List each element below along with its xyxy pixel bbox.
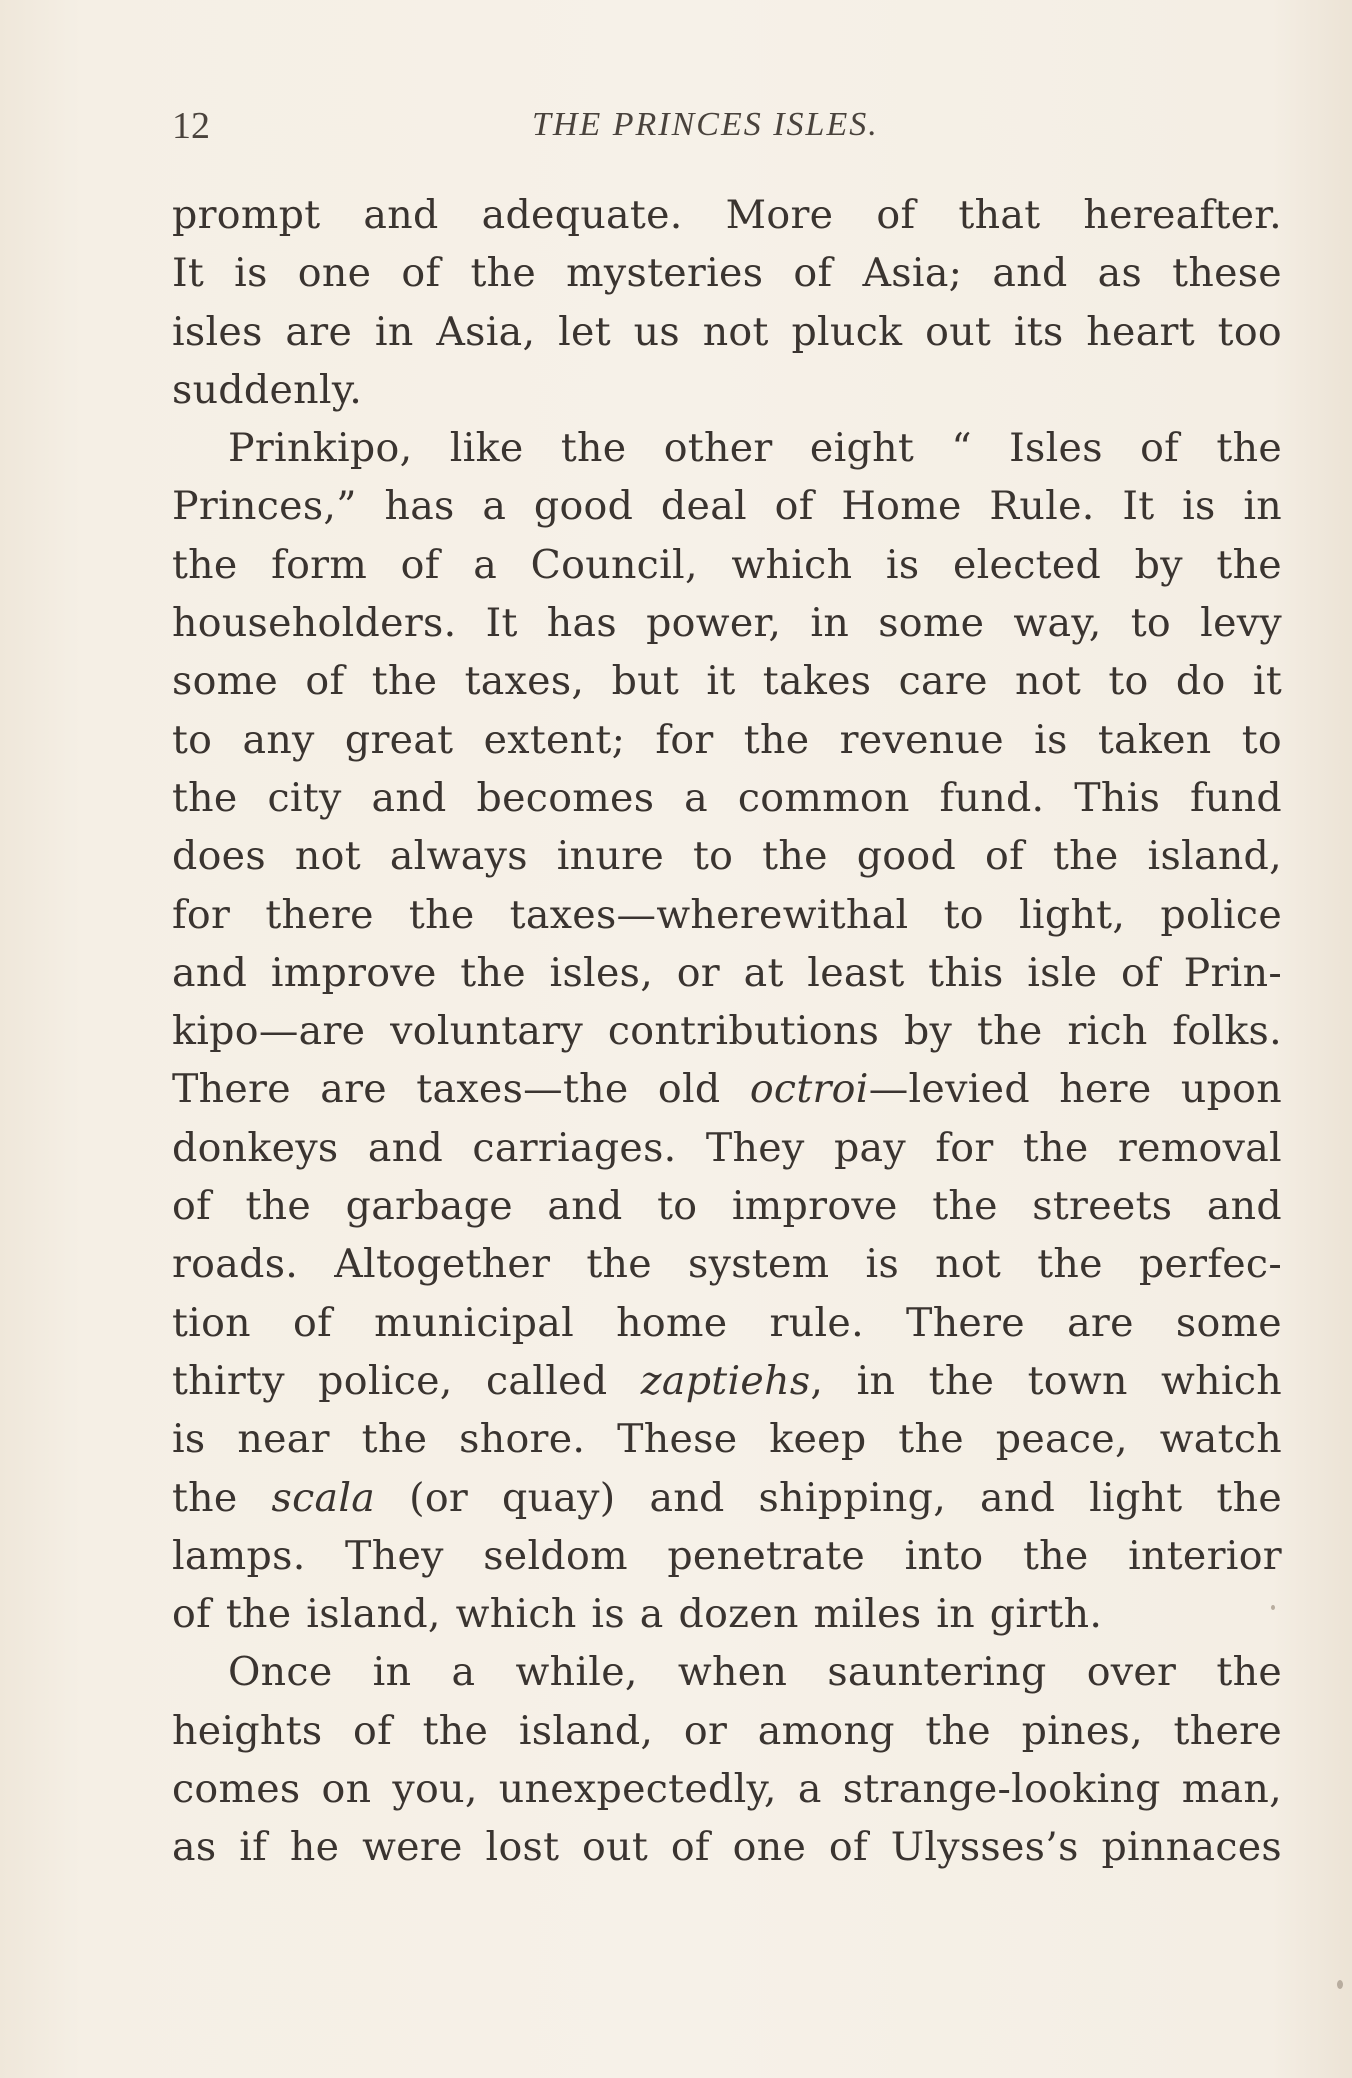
- text-line: It is one of the mysteries of Asia; and as these: [172, 250, 1282, 297]
- paper-speck: [1337, 1980, 1343, 1989]
- text-line: [172, 1352, 1282, 1410]
- text-line: [172, 1469, 1282, 1527]
- text-line: lamps. They seldom penetrate into the interior: [172, 1532, 1282, 1579]
- paper-speck: [1271, 1605, 1275, 1610]
- text-line: Prinkipo, like the other eight “ Isles of the: [228, 425, 1282, 472]
- text-line: the form of a Council, which is elected by the: [172, 541, 1282, 588]
- italic-term: scala: [271, 1474, 376, 1521]
- text-line: [172, 1060, 1282, 1118]
- text-line: for there the taxes—wherewithal to light, police: [172, 891, 1282, 938]
- text-run: thirty police, called: [172, 1357, 641, 1404]
- text-run: There are taxes—the old: [172, 1066, 750, 1113]
- text-line: prompt and adequate. More of that hereafter.: [172, 192, 1282, 238]
- italic-term: zaptiehs: [640, 1357, 811, 1404]
- text-line: as if he were lost out of one of Ulysses’s pinnaces: [172, 1824, 1282, 1871]
- text-line: tion of municipal home rule. There are some: [172, 1299, 1282, 1346]
- text-line: isles are in Asia, let us not pluck out its heart too: [172, 308, 1282, 355]
- text-line: kipo—are voluntary contributions by the rich folks.: [172, 1008, 1282, 1055]
- italic-term: octroi: [749, 1066, 869, 1113]
- text-run: the: [172, 1474, 272, 1521]
- text-line: roads. Altogether the system is not the perfec-: [172, 1241, 1282, 1288]
- body-text: [172, 186, 1282, 1877]
- text-line: suddenly.: [172, 366, 363, 413]
- text-line: comes on you, unexpectedly, a strange-looking man,: [172, 1766, 1282, 1813]
- text-line: some of the taxes, but it takes care not to do it: [172, 658, 1282, 705]
- text-line: Princes,” has a good deal of Home Rule. It is in: [172, 483, 1282, 530]
- page-number: 12: [172, 105, 210, 147]
- running-title: THE PRINCES ISLES.: [532, 106, 879, 143]
- text-line: Once in a while, when sauntering over the: [228, 1649, 1282, 1696]
- text-run: (or quay) and shipping, and light the: [375, 1474, 1283, 1521]
- page-header: [172, 104, 1172, 154]
- text-run: —levied here upon: [868, 1066, 1282, 1113]
- text-line: of the garbage and to improve the streets and: [172, 1183, 1282, 1230]
- text-line: to any great extent; for the revenue is taken to: [172, 716, 1282, 763]
- text-line: heights of the island, or among the pines, there: [172, 1707, 1282, 1754]
- text-line: the city and becomes a common fund. This fund: [172, 774, 1282, 821]
- text-run: , in the town which: [810, 1357, 1282, 1404]
- text-line: does not always inure to the good of the island,: [172, 833, 1282, 880]
- text-line: of the island, which is a dozen miles in girth.: [172, 1591, 1103, 1638]
- text-line: is near the shore. These keep the peace, watch: [172, 1416, 1282, 1463]
- text-line: householders. It has power, in some way, to levy: [172, 600, 1282, 647]
- text-line: donkeys and carriages. They pay for the removal: [172, 1124, 1282, 1171]
- text-line: and improve the isles, or at least this isle of Prin-: [172, 949, 1282, 996]
